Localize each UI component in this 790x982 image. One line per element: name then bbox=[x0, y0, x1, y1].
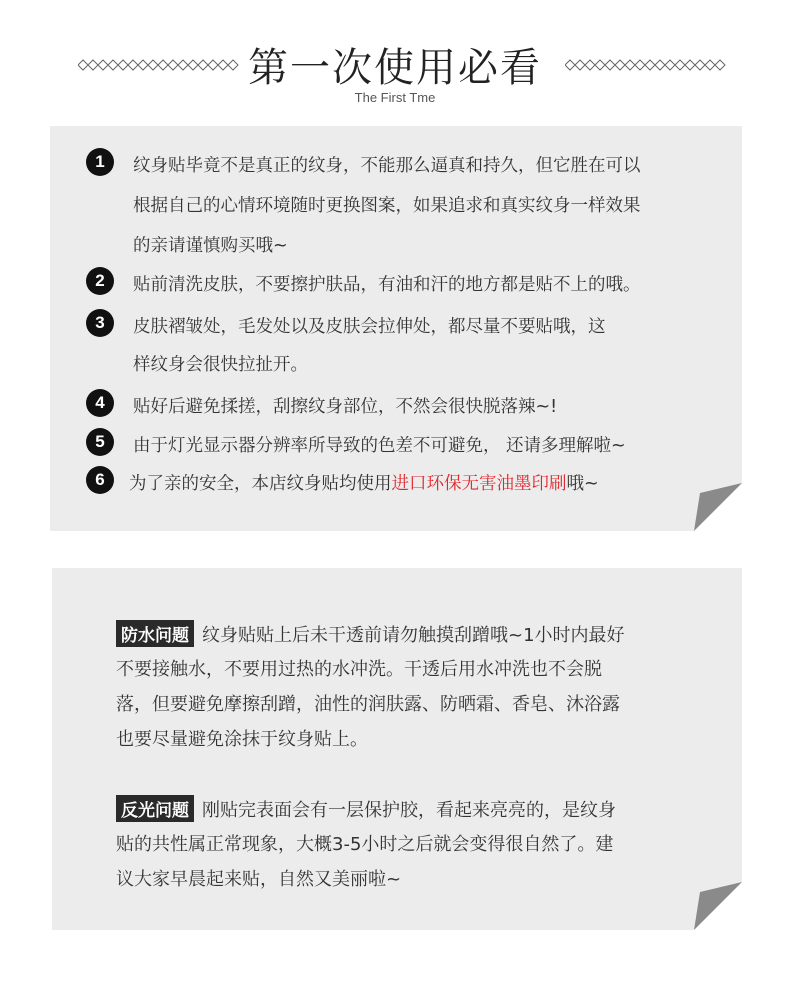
step-number-badge: 3 bbox=[86, 309, 114, 337]
diamond-border-right-decoration bbox=[565, 58, 730, 72]
step-number-badge: 6 bbox=[86, 466, 114, 494]
step-number-badge: 1 bbox=[86, 148, 114, 176]
paragraph-text: 纹身贴贴上后未干透前请勿触摸刮蹭哦~1小时内最好 bbox=[202, 625, 625, 646]
paragraph-text: 刚贴完表面会有一层保护胶，看起来亮亮的，是纹身 bbox=[202, 800, 616, 821]
tip-text-prefix: 为了亲的安全，本店纹身贴均使用 bbox=[129, 474, 392, 494]
tip-text-line: 贴前清洗皮肤，不要擦护肤品，有油和汗的地方都是贴不上的哦。 bbox=[133, 275, 641, 295]
reflective-paragraph-line: 议大家早晨起来贴，自然又美丽啦~ bbox=[116, 869, 402, 890]
step-number-badge: 4 bbox=[86, 389, 114, 417]
reflective-paragraph-line bbox=[116, 795, 616, 822]
page-curl-corner bbox=[694, 483, 742, 531]
waterproof-paragraph-line: 也要尽量避免涂抹于纹身贴上。 bbox=[116, 729, 368, 750]
step-number-badge: 2 bbox=[86, 267, 114, 295]
waterproof-paragraph-line: 不要接触水，不要用过热的水冲洗。干透后用水冲洗也不会脱 bbox=[116, 659, 602, 680]
waterproof-paragraph-line: 落，但要避免摩擦刮蹭，油性的润肤露、防晒霜、香皂、沐浴露 bbox=[116, 694, 620, 715]
tip-text-line: 皮肤褶皱处，毛发处以及皮肤会拉伸处，都尽量不要贴哦，这 bbox=[133, 317, 606, 337]
tip-text-line: 的亲请谨慎购买哦~ bbox=[133, 236, 288, 256]
header bbox=[0, 0, 790, 120]
reflective-tag: 反光问题 bbox=[116, 795, 194, 822]
tip-text-line: 贴好后避免揉搓，刮擦纹身部位，不然会很快脱落辣~! bbox=[133, 397, 558, 417]
reflective-paragraph-line: 贴的共性属正常现象，大概3-5小时之后就会变得很自然了。建 bbox=[116, 834, 614, 855]
page-subtitle: The First Tme bbox=[354, 90, 436, 105]
tip-text-line bbox=[129, 470, 599, 495]
tip-text-line: 样纹身会很快拉扯开。 bbox=[133, 355, 308, 375]
page-title: 第一次使用必看 bbox=[248, 45, 542, 91]
step-number-badge: 5 bbox=[86, 428, 114, 456]
tip-text-line: 纹身贴毕竟不是真正的纹身，不能那么逼真和持久，但它胜在可以 bbox=[133, 156, 641, 176]
waterproof-tag: 防水问题 bbox=[116, 620, 194, 647]
tip-text-highlight: 进口环保无害油墨印刷 bbox=[391, 474, 567, 494]
tip-text-line: 根据自己的心情环境随时更换图案，如果追求和真实纹身一样效果 bbox=[133, 196, 641, 216]
tip-text-suffix: 哦~ bbox=[566, 474, 599, 494]
waterproof-paragraph-line bbox=[116, 620, 625, 647]
page-curl-corner bbox=[694, 882, 742, 930]
tip-text-line: 由于灯光显示器分辨率所导致的色差不可避免， 还请多理解啦~ bbox=[133, 436, 626, 456]
